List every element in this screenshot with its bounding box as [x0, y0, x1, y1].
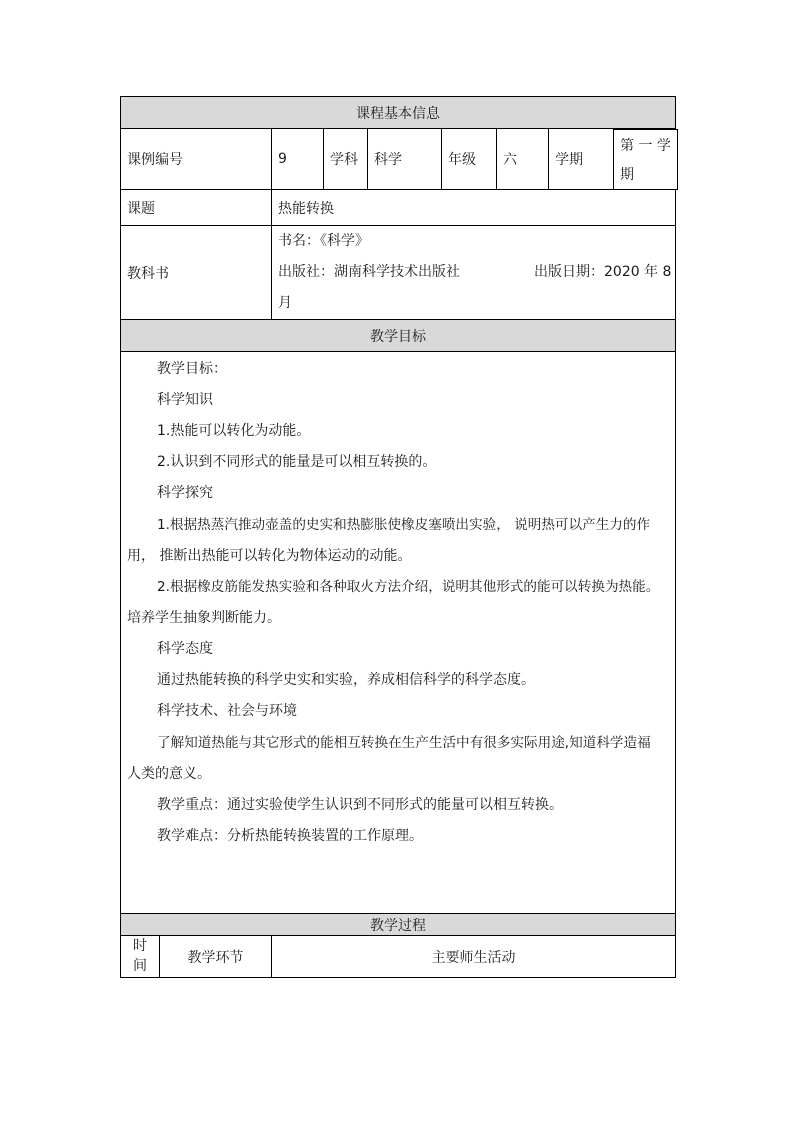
publication-date: 出版日期：2020 年 8 — [534, 264, 672, 280]
grade-label-cell — [442, 129, 497, 190]
objectives-body — [120, 352, 676, 914]
section-title: 课程基本信息 — [356, 105, 440, 122]
objective-line: 科学知识 — [157, 392, 213, 408]
stage-header: 教学环节 — [187, 949, 244, 966]
textbook-label: 教科书 — [127, 265, 169, 282]
publication-date-cont: 月 — [278, 295, 292, 311]
term-value-cell — [614, 129, 678, 190]
subject-value-cell — [368, 129, 442, 190]
topic-label: 课题 — [127, 200, 155, 217]
topic-value-cell — [272, 190, 676, 226]
case-number-value-cell — [272, 129, 324, 190]
objective-line: 教学重点：通过实验使学生认识到不同形式的能量可以相互转换。 — [157, 797, 563, 813]
stage-header-cell — [160, 936, 272, 978]
textbook-label-cell — [120, 226, 272, 320]
time-header-line2: 间 — [133, 958, 147, 974]
term-value-line2: 期 — [620, 167, 634, 183]
subject-value: 科学 — [374, 152, 402, 168]
case-number-label: 课例编号 — [127, 152, 183, 168]
grade-value-cell — [497, 129, 549, 190]
objective-line: 用， 推断出热能可以转化为物体运动的动能。 — [127, 548, 412, 564]
objective-line: 通过热能转换的科学史实和实验，养成相信科学的科学态度。 — [157, 672, 535, 688]
grade-value: 六 — [503, 152, 517, 168]
objective-line: 2.认识到不同形式的能量是可以相互转换的。 — [157, 454, 437, 470]
objective-line: 培养学生抽象判断能力。 — [127, 610, 281, 626]
subject-label-cell — [324, 129, 368, 190]
objective-line: 1.根据热蒸汽推动壶盖的史实和热膨胀使橡皮塞喷出实验， 说明热可以产生力的作 — [157, 517, 651, 533]
activity-header: 主要师生活动 — [431, 949, 516, 966]
section-header-course-info — [120, 96, 676, 129]
section-title: 教学过程 — [370, 917, 426, 934]
objective-line: 科学探究 — [157, 485, 213, 501]
book-name: 书名：《科学》 — [278, 233, 369, 249]
section-title: 教学目标 — [370, 328, 426, 345]
objective-line: 1.热能可以转化为动能。 — [157, 423, 311, 439]
objective-line: 教学难点：分析热能转换装置的工作原理。 — [157, 828, 423, 844]
term-label: 学期 — [555, 152, 583, 168]
objective-line: 人类的意义。 — [127, 766, 211, 782]
objective-line: 2.根据橡皮筋能发热实验和各种取火方法介绍，说明其他形式的能可以转换为热能。 — [157, 579, 660, 595]
grade-label: 年级 — [448, 152, 476, 168]
term-label-cell — [549, 129, 614, 190]
topic-label-cell — [120, 190, 272, 226]
objective-line: 科学态度 — [157, 641, 213, 657]
textbook-info-cell — [272, 226, 676, 320]
case-number-value: 9 — [278, 151, 287, 167]
time-header-line1: 时 — [133, 938, 147, 954]
section-header-process — [120, 914, 676, 936]
subject-label: 学科 — [330, 152, 358, 168]
objective-line: 教学目标： — [157, 361, 227, 377]
case-number-label-cell — [120, 129, 272, 190]
time-header-cell — [120, 936, 160, 978]
objective-line: 科学技术、社会与环境 — [157, 703, 297, 719]
activity-header-cell — [272, 936, 676, 978]
objective-line: 了解知道热能与其它形式的能相互转换在生产生活中有很多实际用途,知道科学造福 — [157, 735, 651, 751]
section-header-objectives — [120, 320, 676, 352]
publisher: 出版社：湖南科学技术出版社 — [278, 264, 460, 280]
term-value-line1: 第 一 学 — [620, 138, 671, 154]
topic-value: 热能转换 — [278, 200, 334, 217]
